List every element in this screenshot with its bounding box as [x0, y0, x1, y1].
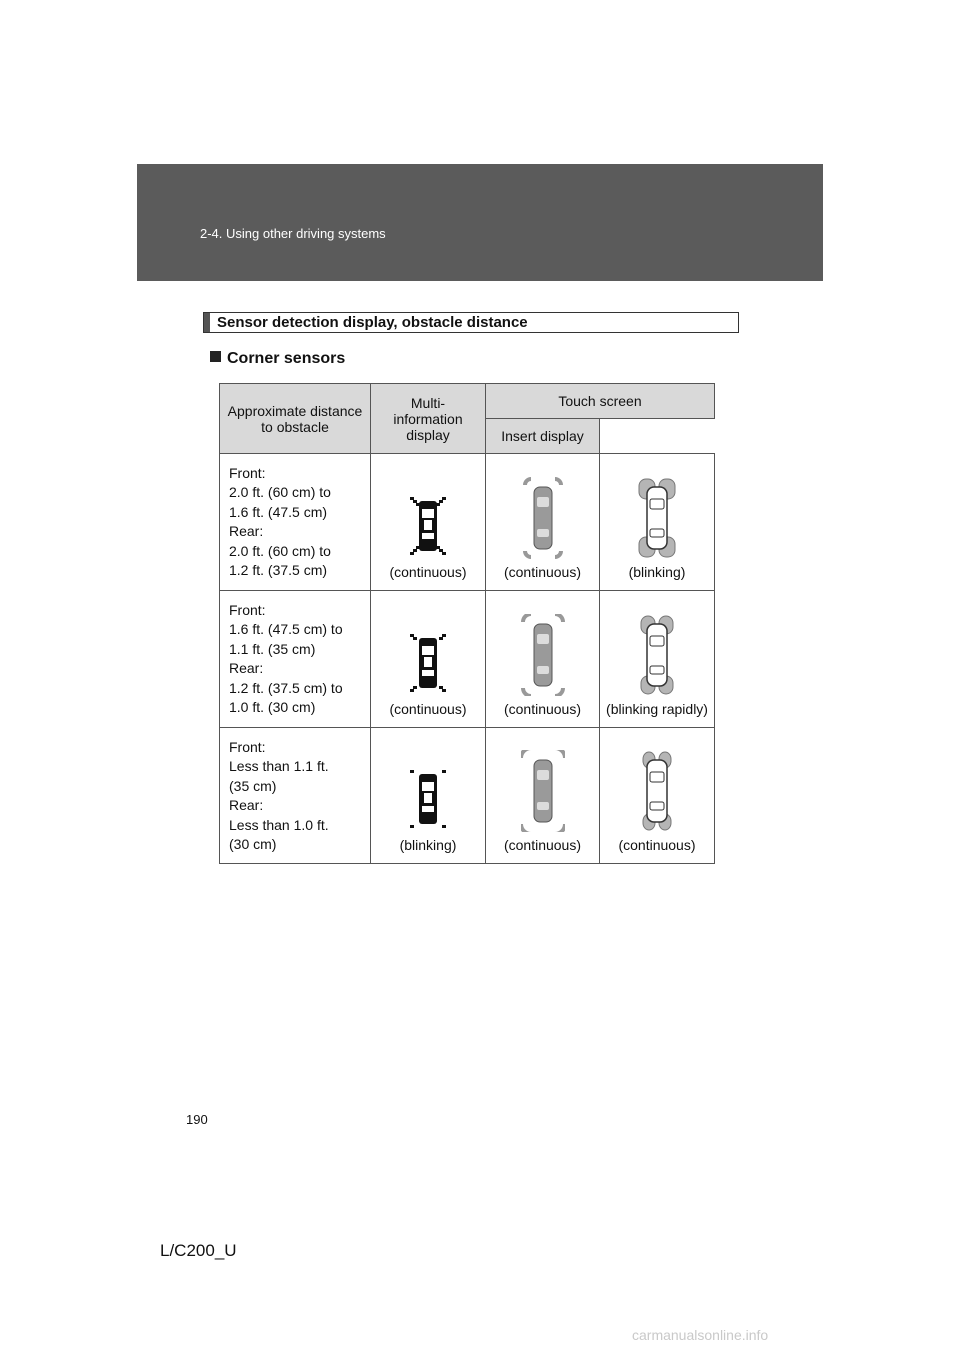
header-band — [137, 164, 823, 281]
multi-info-cell — [371, 454, 486, 591]
section-title-bar — [203, 312, 739, 333]
distance-cell — [220, 454, 371, 591]
distance-line: Rear: — [229, 523, 264, 540]
subheading — [210, 350, 345, 368]
multi-info-cell — [371, 728, 486, 864]
multi-info-car-icon — [406, 766, 450, 832]
distance-line: (30 cm) — [229, 836, 277, 853]
insert-display-car-icon — [632, 750, 682, 832]
distance-line: 1.1 ft. (35 cm) — [229, 640, 316, 657]
caption: (continuous) — [389, 701, 467, 717]
distance-line: 2.0 ft. (60 cm) to — [229, 484, 331, 501]
distance-line: (35 cm) — [229, 777, 277, 794]
multi-info-cell — [371, 591, 486, 728]
touch-screen-car-icon — [521, 614, 565, 696]
distance-line: Front: — [229, 739, 266, 755]
distance-line: 2.0 ft. (60 cm) to — [229, 542, 331, 559]
distance-line: Rear: — [229, 797, 264, 814]
caption: (continuous) — [618, 837, 696, 853]
footer-code: L/C200_U — [160, 1241, 237, 1260]
distance-line: 1.6 ft. (47.5 cm) to — [229, 621, 343, 638]
touch-screen-cell — [486, 591, 600, 728]
table-body — [220, 454, 715, 864]
touch-screen-cell — [486, 728, 600, 864]
distance-line: 1.6 ft. (47.5 cm) — [229, 503, 328, 520]
distance-line: 1.2 ft. (37.5 cm) to — [229, 679, 343, 696]
subheading-text: Corner sensors — [227, 350, 346, 367]
section-title: Sensor detection display, obstacle distance — [217, 314, 528, 331]
caption: (continuous) — [389, 564, 467, 580]
col-header-distance: Approximate distance to obstacle — [220, 384, 371, 454]
table-row — [220, 454, 715, 591]
distance-line: Less than 1.0 ft. — [229, 816, 329, 833]
section-title-accent — [204, 313, 210, 332]
distance-line: Rear: — [229, 660, 264, 677]
distance-cell — [220, 591, 371, 728]
square-bullet-icon — [210, 351, 221, 362]
insert-display-car-icon — [632, 477, 682, 559]
caption: (continuous) — [503, 837, 582, 853]
col-header-touch: Touch screen — [486, 384, 715, 419]
caption: (continuous) — [503, 564, 582, 580]
col-header-insert: Insert display — [486, 419, 600, 454]
caption: (blinking) — [399, 837, 457, 853]
table-row — [220, 728, 715, 864]
touch-screen-car-icon — [521, 477, 565, 559]
distance-line: Front: — [229, 602, 266, 618]
caption: (blinking rapidly) — [606, 701, 708, 717]
distance-line: 1.2 ft. (37.5 cm) — [229, 562, 328, 579]
caption: (blinking) — [628, 564, 686, 580]
section-header: 2-4. Using other driving systems — [200, 226, 386, 241]
multi-info-car-icon — [406, 630, 450, 696]
distance-line: Front: — [229, 465, 266, 481]
insert-display-cell — [600, 591, 715, 728]
insert-display-cell — [600, 728, 715, 864]
touch-screen-car-icon — [521, 750, 565, 832]
distance-cell — [220, 728, 371, 864]
touch-screen-cell — [486, 454, 600, 591]
watermark: carmanualsonline.info — [632, 1327, 769, 1343]
page-number: 190 — [186, 1112, 208, 1127]
sensor-table — [219, 383, 715, 864]
distance-line: Less than 1.1 ft. — [229, 758, 329, 775]
multi-info-car-icon — [406, 493, 450, 559]
table-row — [220, 591, 715, 728]
distance-line: 1.0 ft. (30 cm) — [229, 699, 316, 716]
col-header-multi: Multi-information display — [371, 384, 486, 454]
caption: (continuous) — [503, 701, 582, 717]
insert-display-car-icon — [632, 614, 682, 696]
insert-display-cell — [600, 454, 715, 591]
